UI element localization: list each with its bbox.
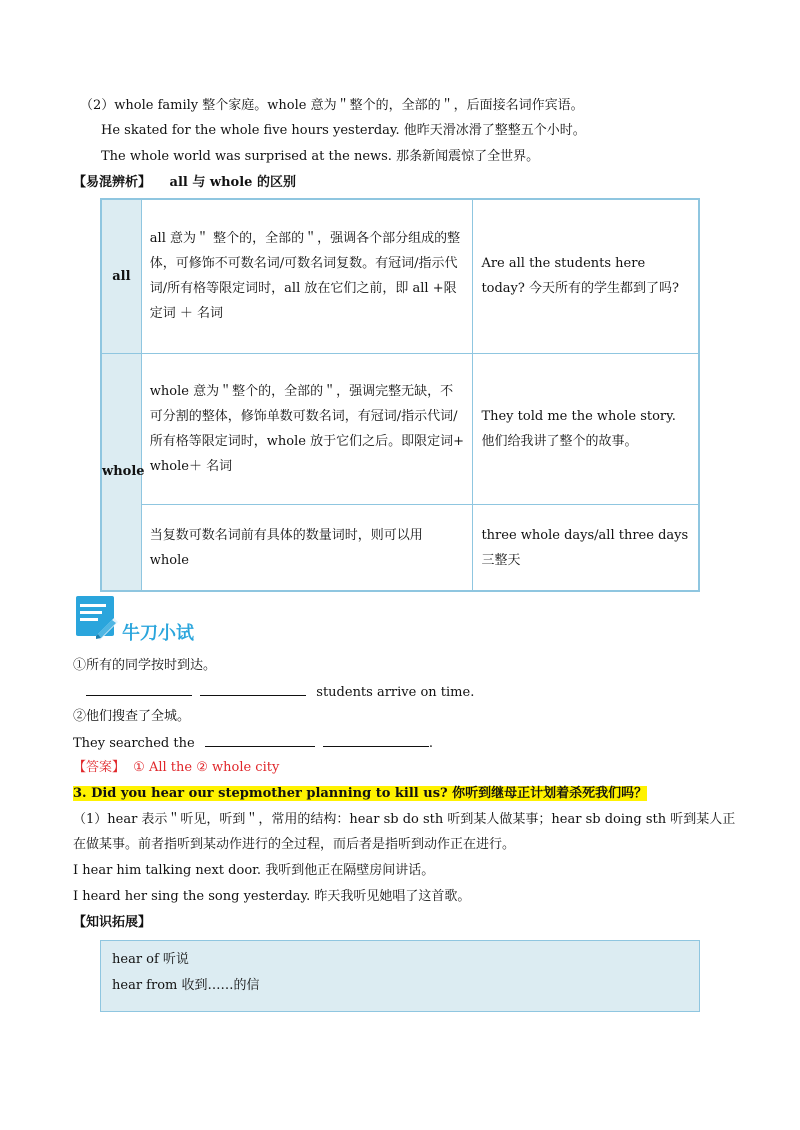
answer-blank[interactable] (205, 733, 315, 747)
answer-text: ① All the ② whole city (133, 760, 280, 775)
table-row (101, 505, 699, 591)
whole-description-2: 当复数可数名词前有具体的数量词时，则可以用 whole (141, 505, 473, 591)
intro-item-2: （2）whole family 整个家庭。whole 意为＂整个的，全部的＂，后面接名词作宾语。 (80, 98, 584, 113)
intro-example-1: He skated for the whole five hours yesterday. 他昨天滑冰滑了整整五个小时。 (101, 123, 586, 138)
answer-blank[interactable] (323, 733, 429, 747)
extension-item-1: hear of 听说 (112, 952, 189, 967)
notepad-pencil-icon (74, 592, 120, 640)
confusion-topic: all 与 whole 的区别 (169, 175, 296, 190)
answer-blank[interactable] (86, 682, 192, 696)
practice-q1-answer-line (86, 682, 474, 702)
confusion-heading (73, 174, 296, 192)
all-example: Are all the students here today? 今天所有的学生都到了吗? (473, 199, 699, 353)
row-head-all: all (101, 199, 141, 353)
table-row (101, 199, 699, 353)
practice-question-1: ①所有的同学按时到达。 (73, 658, 217, 673)
table-row (101, 353, 699, 504)
intro-example-2: The whole world was surprised at the news. 那条新闻震惊了全世界。 (101, 149, 540, 164)
whole-description: whole 意为＂整个的，全部的＂，强调完整无缺，不可分割的整体，修饰单数可数名词，有冠词/指示代词/所有格等限定词时，whole 放于它们之后。即限定词+ whole＋ 名词 (141, 353, 473, 504)
practice-q2-answer-line (73, 733, 433, 753)
practice-q2-tail: . (428, 736, 434, 751)
whole-example: They told me the whole story. 他们给我讲了整个的故事。 (473, 353, 699, 504)
practice-title: 牛刀小试 (122, 623, 194, 644)
practice-question-2: ②他们搜查了全城。 (73, 709, 191, 724)
section-3-para-line-2: 在做某事。前者指听到某动作进行的全过程，而后者是指听到动作正在进行。 (73, 837, 516, 852)
extension-item-2: hear from 收到……的信 (112, 978, 260, 993)
section-3-heading (73, 785, 647, 803)
extension-box (100, 940, 700, 1012)
all-whole-comparison-table (100, 198, 700, 592)
practice-answer (73, 759, 279, 777)
all-description: all 意为＂ 整个的，全部的＂，强调各个部分组成的整体，可修饰不可数名词/可数名词复数。有冠词/指示代词/所有格等限定词时，all 放在它们之前，即 all +限定词 ＋ 名词 (141, 199, 473, 353)
answer-label: 【答案】 (73, 760, 126, 775)
answer-blank[interactable] (200, 682, 306, 696)
confusion-label: 【易混辨析】 (73, 175, 152, 190)
practice-q1-tail: students arrive on time. (316, 685, 475, 700)
section-3-example-1: I hear him talking next door. 我听到他正在隔壁房间讲话。 (73, 863, 435, 878)
row-head-whole: whole (101, 353, 141, 591)
section-3-heading-text: 3. Did you hear our stepmother planning to kill us? 你听到继母正计划着杀死我们吗？ (73, 786, 648, 801)
practice-q2-head: They searched the (73, 736, 195, 751)
section-3-para-line-1: （1）hear 表示＂听见，听到＂，常用的结构：hear sb do sth 听到某人做某事；hear sb doing sth 听到某人正 (73, 812, 736, 827)
extension-label: 【知识拓展】 (73, 915, 152, 930)
whole-example-2: three whole days/all three days 三整天 (473, 505, 699, 591)
section-3-example-2: I heard her sing the song yesterday. 昨天我听见她唱了这首歌。 (73, 889, 471, 904)
